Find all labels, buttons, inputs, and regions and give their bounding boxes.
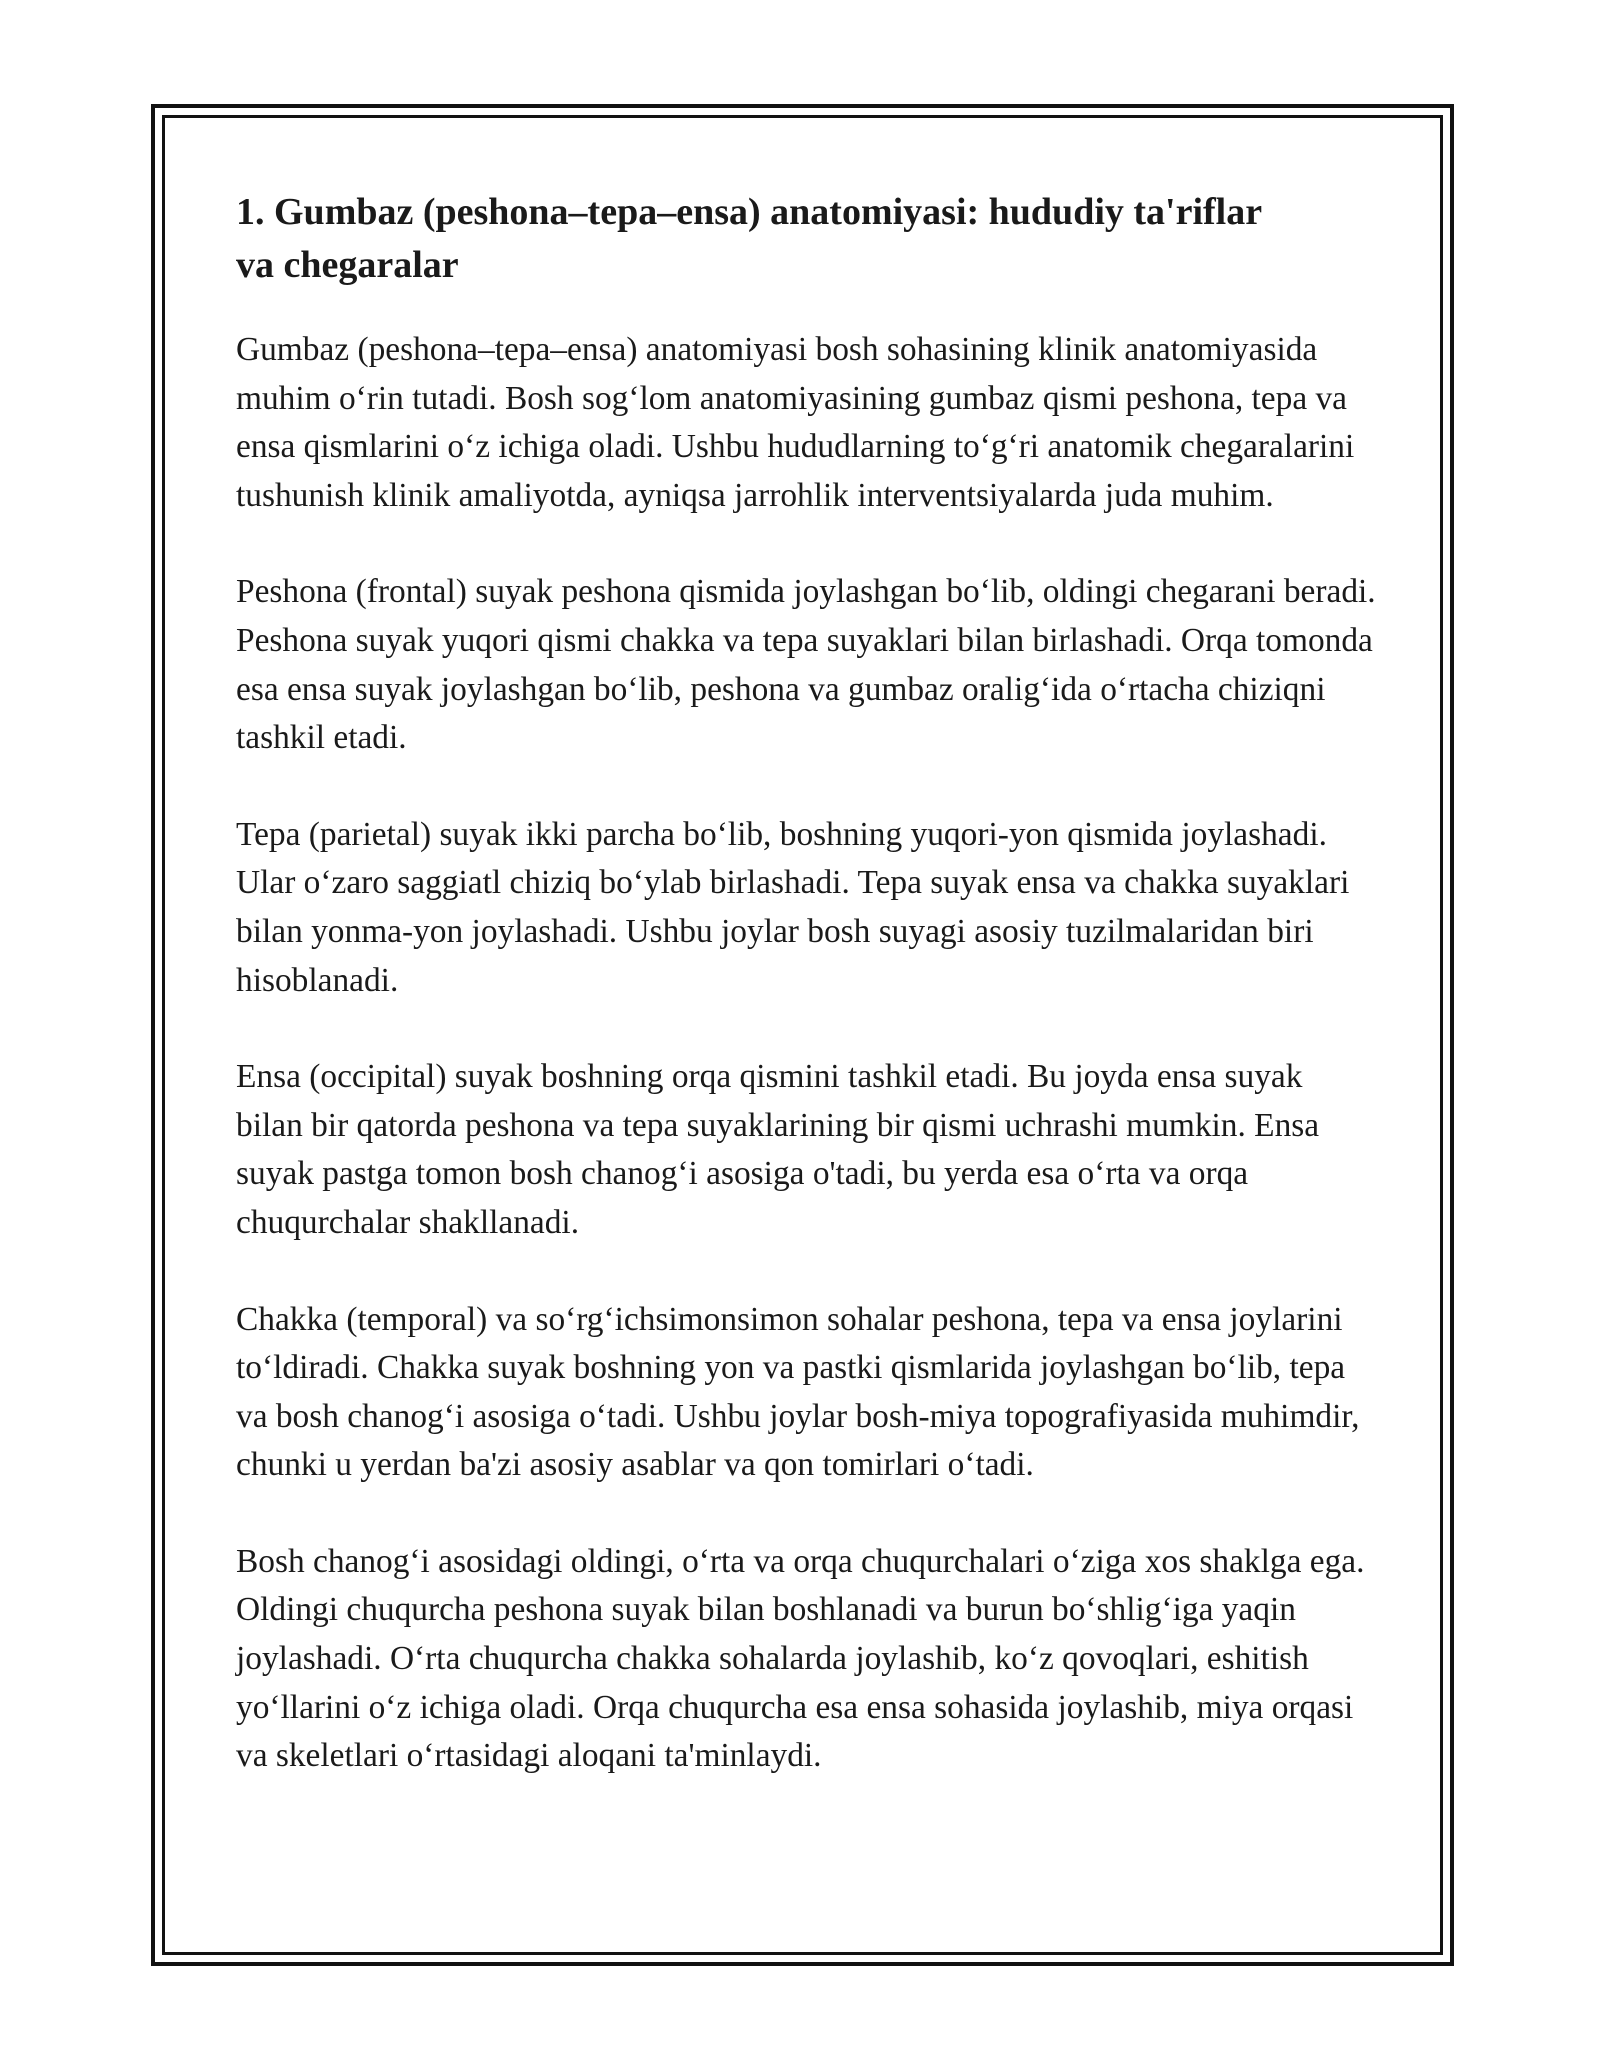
paragraph-occipital: Ensa (occipital) suyak boshning orqa qismini tashkil etadi. Bu joyda ensa suyak bilan bir qatorda peshona va tepa suyaklarining bir qismi uchrashi mumkin. Ensa suyak pastga tomon bosh chanog‘i asosiga o'tadi, bu yerda esa o‘rta va orqa chuqurchalar shakllanadi. bbox=[236, 1058, 1320, 1241]
paragraph-cranial-fossae: Bosh chanog‘i asosidagi oldingi, o‘rta va orqa chuqurchalari o‘ziga xos shaklga ega. Oldingi chuqurcha peshona suyak bilan boshlanadi va burun bo‘shlig‘iga yaqin joylashadi. O‘rta chuqurcha chakka sohalarda joylashib, ko‘z qovoqlari, eshitish yo‘llarini o‘z ichiga oladi. Orqa chuqurcha esa ensa sohasida joylashib, miya orqasi va skeletlari o‘rtasidagi aloqani ta'minlaydi. bbox=[236, 1542, 1365, 1775]
paragraph-temporal: Chakka (temporal) va so‘rg‘ichsimonsimon sohalar peshona, tepa va ensa joylarini to‘ldiradi. Chakka suyak boshning yon va pastki qismlarida joylashgan bo‘lib, tepa va bosh chanog‘i asosiga o‘tadi. Ushbu joylar bosh-miya topografiyasida muhimdir, chunki u yerdan ba'zi asosiy asablar va qon tomirlari o‘tadi. bbox=[236, 1300, 1360, 1484]
paragraph-intro: Gumbaz (peshona–tepa–ensa) anatomiyasi bosh sohasining klinik anatomiyasida muhim o‘rin tutadi. Bosh sog‘lom anatomiyasining gumbaz qismi peshona, tepa va ensa qismlarini o‘z ichiga oladi. Ushbu hududlarning to‘g‘ri anatomik chegaralarini tushunish klinik amaliyotda, ayniqsa jarrohlik interventsiyalarda juda muhim. bbox=[236, 331, 1355, 514]
paragraph-frontal: Peshona (frontal) suyak peshona qismida joylashgan bo‘lib, oldingi chegarani beradi. Peshona suyak yuqori qismi chakka va tepa suyaklari bilan birlashadi. Orqa tomonda esa ensa suyak joylashgan bo‘lib, peshona va gumbaz oralig‘ida o‘rtacha chiziqni tashkil etadi. bbox=[236, 573, 1376, 757]
paragraph-parietal: Tepa (parietal) suyak ikki parcha bo‘lib, boshning yuqori-yon qismida joylashadi. Ular o‘zaro saggiatl chiziq bo‘ylab birlashadi. Tepa suyak ensa va chakka suyaklari bilan yonma-yon joylashadi. Ushbu joylar bosh suyagi asosiy tuzilmalaridan biri hisoblanadi. bbox=[236, 815, 1350, 999]
document-body bbox=[236, 186, 1376, 1829]
section-heading: 1. Gumbaz (peshona–tepa–ensa) anatomiyasi: hududiy ta'riflar va chegaralar bbox=[236, 191, 1262, 286]
